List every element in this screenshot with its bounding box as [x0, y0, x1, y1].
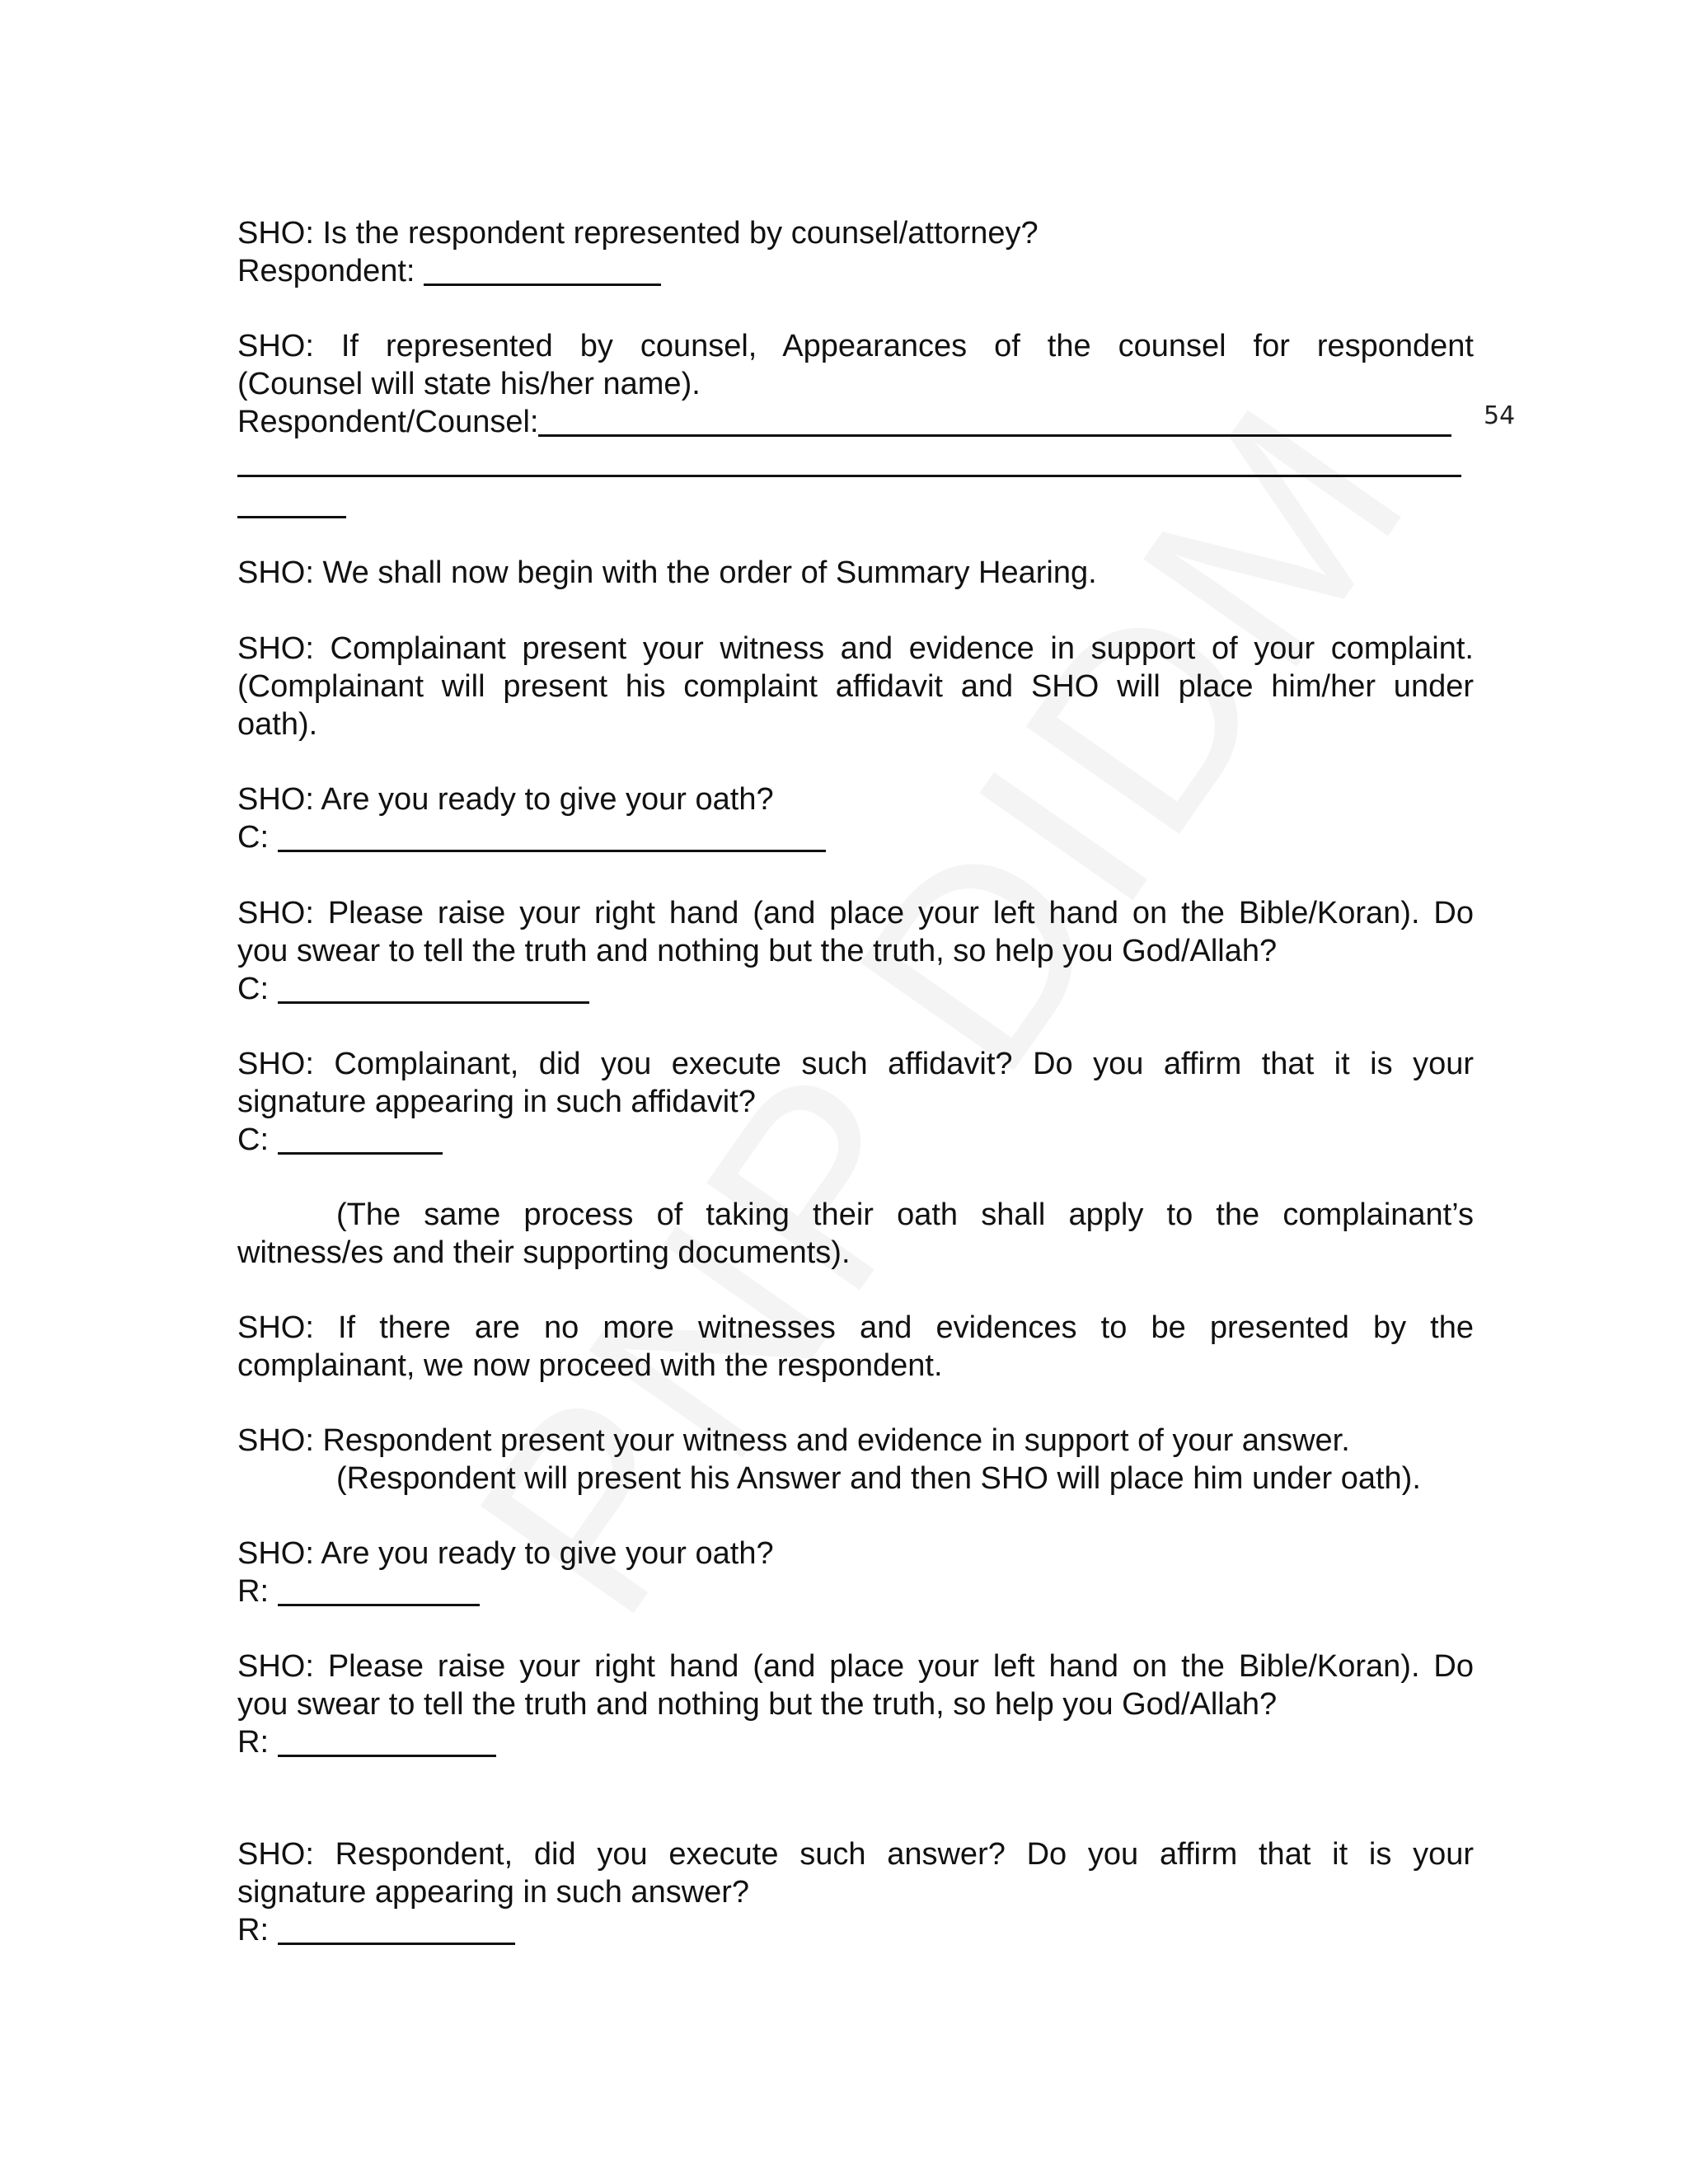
complainant-label: C: — [237, 972, 278, 1006]
note-same-process: (The same process of taking their oath shall apply to the complainant’s — [336, 1197, 1474, 1232]
respondent-r-label: R: — [237, 1725, 278, 1760]
respondent-blank — [424, 255, 661, 286]
respondent-blank-4 — [278, 1915, 515, 1945]
counsel-continuation-rule — [237, 475, 1461, 477]
question-oath-complainant: SHO: Are you ready to give your oath? — [237, 782, 774, 817]
complainant-blank-1 — [278, 822, 826, 852]
question-appearances: SHO: If represented by counsel, Appearances of the counsel for respondent — [237, 329, 1474, 363]
question-complainant-present-cont: (Complainant will present his complaint affidavit and SHO will place him/her under — [237, 669, 1474, 704]
watermark — [528, 428, 1357, 1589]
question-affidavit-cont: signature appearing in such affidavit? — [237, 1085, 756, 1119]
respondent-counsel-blank — [538, 406, 1451, 437]
respondent-blank-2 — [278, 1576, 480, 1606]
respondent-answer-line-4 — [237, 1911, 515, 1949]
complainant-answer-line-3 — [237, 1121, 443, 1159]
respondent-counsel-line — [237, 403, 1451, 441]
question-swear-respondent: SHO: Please raise your right hand (and place your left hand on the Bible/Koran). Do — [237, 1649, 1474, 1684]
page-number: 54 — [1484, 401, 1516, 430]
question-respondent-present: SHO: Respondent present your witness and evidence in support of your answer. — [237, 1423, 1350, 1458]
respondent-r-label: R: — [237, 1574, 278, 1609]
respondent-counsel-label: Respondent/Counsel: — [237, 405, 539, 439]
question-swear-respondent-cont: you swear to tell the truth and nothing but the truth, so help you God/Allah? — [237, 1687, 1278, 1722]
question-no-more-witnesses: SHO: If there are no more witnesses and evidences to be presented by the — [237, 1310, 1474, 1345]
note-respondent-answer: (Respondent will present his Answer and then SHO will place him under oath). — [336, 1461, 1421, 1496]
question-execute-answer: SHO: Respondent, did you execute such answer? Do you affirm that it is your — [237, 1837, 1474, 1872]
respondent-r-label: R: — [237, 1913, 278, 1947]
counsel-continuation-rule-short — [237, 516, 346, 518]
question-swear-complainant: SHO: Please raise your right hand (and place your left hand on the Bible/Koran). Do — [237, 896, 1474, 930]
question-appearances-cont: (Counsel will state his/her name). — [237, 367, 701, 401]
respondent-answer-line — [237, 252, 661, 290]
question-complainant-present: SHO: Complainant present your witness and evidence in support of your complaint. — [237, 631, 1474, 666]
complainant-answer-line-1 — [237, 818, 826, 856]
respondent-answer-line-2 — [237, 1572, 480, 1610]
complainant-blank-3 — [278, 1124, 443, 1155]
respondent-blank-3 — [278, 1727, 496, 1757]
respondent-label: Respondent: — [237, 254, 424, 288]
question-oath-respondent: SHO: Are you ready to give your oath? — [237, 1536, 774, 1571]
complainant-label: C: — [237, 1122, 278, 1157]
note-same-process-cont: witness/es and their supporting documents). — [237, 1235, 851, 1270]
complainant-answer-line-2 — [237, 970, 589, 1008]
respondent-answer-line-3 — [237, 1723, 496, 1761]
question-affidavit: SHO: Complainant, did you execute such affidavit? Do you affirm that it is your — [237, 1047, 1474, 1081]
question-counsel: SHO: Is the respondent represented by counsel/attorney? — [237, 216, 1039, 251]
question-no-more-witnesses-cont: complainant, we now proceed with the respondent. — [237, 1348, 943, 1383]
complainant-blank-2 — [278, 973, 589, 1004]
question-swear-complainant-cont: you swear to tell the truth and nothing but the truth, so help you God/Allah? — [237, 934, 1278, 968]
question-execute-answer-cont: signature appearing in such answer? — [237, 1875, 750, 1910]
question-begin-hearing: SHO: We shall now begin with the order of Summary Hearing. — [237, 555, 1097, 590]
question-complainant-present-end: oath). — [237, 707, 318, 742]
complainant-label: C: — [237, 820, 278, 855]
